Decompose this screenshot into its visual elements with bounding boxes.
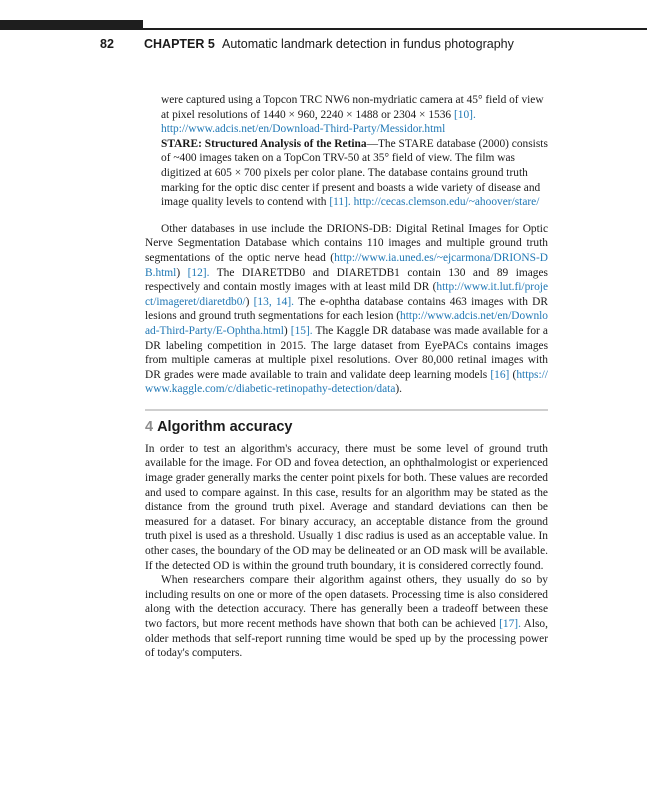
other-db-text-1: Other databases in use include the DRIONS-DB: Digital Retinal Images for Optic Nerve Segmentation Database which contains 110 images and multiple ground truth segmentations of the optic nerve head ( xyxy=(145,222,548,264)
stare-text: —The STARE database (2000) consists of ~400 images taken on a TopCon TRV-50 at 35° field of view. The film was digitized at 605 × 700 pixels per color plane. The database contains ground truth marking for the optic disc center if present and boasts a wide variety of disease and image quality levels to contend with xyxy=(161,137,548,209)
chapter-title: Automatic landmark detection in fundus photography xyxy=(222,37,514,51)
messidor-entry xyxy=(161,93,548,137)
accuracy-p2-text-a: When researchers compare their algorithm against others, they usually do so by including results on one or more of the open datasets. Processing time is also considered along with the detection accuracy. There has generally been a tradeoff between these two factors, but more recent methods have shown that both can be achieved xyxy=(145,574,548,630)
drions-link[interactable]: http://www.ia.uned.es/~ejcarmona/DRIONS-DB.html xyxy=(145,251,548,279)
other-db-text-5: The e-ophtha database contains 463 images with DR lesions and ground truth segmentations for each lesion ( xyxy=(145,295,548,323)
citation-15[interactable]: [15]. xyxy=(290,324,313,337)
other-databases-paragraph xyxy=(145,222,548,397)
page-content xyxy=(145,93,548,661)
other-db-text-9: ). xyxy=(395,383,403,396)
citation-17[interactable]: [17]. xyxy=(499,618,521,630)
stare-entry xyxy=(161,137,548,210)
other-db-text-2: ) xyxy=(176,266,181,279)
messidor-text: were captured using a Topcon TRC NW6 non-mydriatic camera at 45° field of view at pixel resolutions of 1440 × 960, 2240 × 1488 or 2304 × 1536 xyxy=(161,94,544,121)
section-rule xyxy=(145,409,548,411)
page-number: 82 xyxy=(100,37,114,51)
citation-11[interactable]: [11]. xyxy=(329,196,351,209)
messidor-link[interactable]: http://www.adcis.net/en/Download-Third-Party/Messidor.html xyxy=(161,123,446,136)
other-db-text-4: ) xyxy=(245,295,250,308)
stare-link[interactable]: http://cecas.clemson.edu/~ahoover/stare/ xyxy=(353,196,540,209)
citation-12[interactable]: [12]. xyxy=(187,266,210,279)
accuracy-paragraph-2 xyxy=(145,573,548,661)
section-number: 4 xyxy=(145,418,154,435)
other-db-text-8: ( xyxy=(509,368,517,381)
stare-title: STARE: Structured Analysis of the Retina xyxy=(161,137,367,150)
citation-13-14[interactable]: [13, 14]. xyxy=(253,295,294,308)
e-ophtha-link[interactable]: http://www.adcis.net/en/Download-Third-Party/E-Ophtha.html xyxy=(145,310,548,337)
paragraph-gap xyxy=(145,210,548,222)
diaretdb-link[interactable]: http://www.it.lut.fi/project/imageret/diaretdb0/ xyxy=(145,281,548,308)
citation-16[interactable]: [16] xyxy=(490,368,510,381)
other-db-text-3: The DIARETDB0 and DIARETDB1 contain 130 and 89 images respectively and contain mostly images with at least mild DR ( xyxy=(145,266,548,294)
section-title: Algorithm accuracy xyxy=(157,418,293,435)
chapter-label: CHAPTER 5 xyxy=(144,37,215,51)
accuracy-paragraph-1: In order to test an algorithm's accuracy, there must be some level of ground truth available for the image. For OD and fovea detection, an ophthalmologist or experienced image grader generally marks the center point pixels for both. These values are recorded and used to compare against. In this case, results for an algorithm may be stated as the distance from the ground truth pixel. Average and standard deviations can then be measured for a dataset. For binary accuracy, an acceptable distance from the ground truth pixel is used as a threshold. Usually 1 disc radius is used as an acceptable value. In other cases, the boundary of the OD may be delineated or an OD mask will be available. If the detected OD is within the ground truth boundary, it is considered correctly found. xyxy=(145,442,548,572)
section-heading xyxy=(145,418,548,436)
other-db-text-6: ) xyxy=(283,324,288,337)
citation-10[interactable]: [10]. xyxy=(453,108,476,121)
kaggle-link[interactable]: https://www.kaggle.com/c/diabetic-retinopathy-detection/data xyxy=(145,368,548,396)
other-db-text-7: The Kaggle DR database was made available for a DR labeling competition in 2015. The large dataset from EyePACs contains images from multiple cameras at multiple pixel resolutions. Over 80,000 retinal images with DR grades were made available to train and validate deep learning models xyxy=(145,324,548,381)
database-list xyxy=(145,93,548,210)
running-head xyxy=(0,34,647,54)
accuracy-p2-text-b: Also, older methods that self-report running time would be sped up by the processing power of today's computers. xyxy=(145,618,548,660)
header-rule xyxy=(0,28,647,30)
